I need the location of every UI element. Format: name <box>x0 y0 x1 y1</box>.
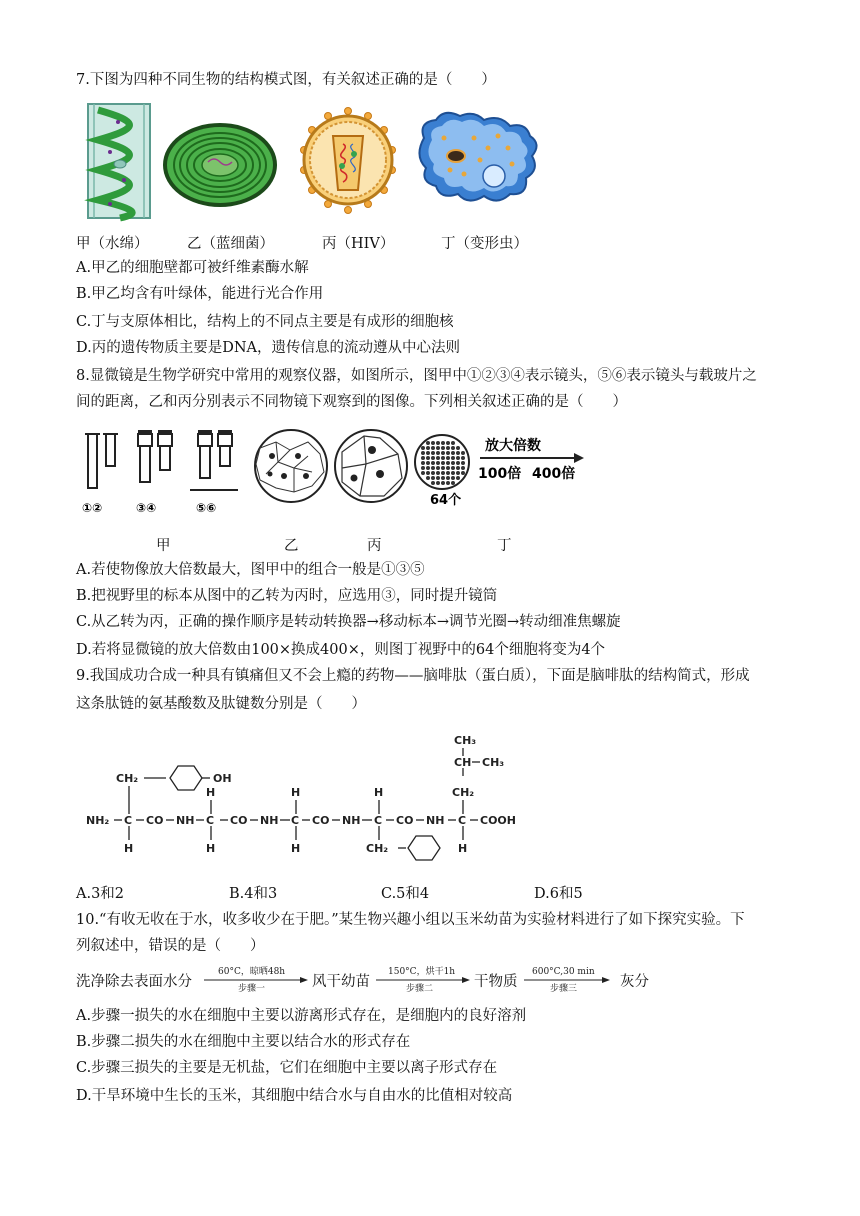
q8-caption-d: 丁 <box>497 538 512 554</box>
q9-h3b: H <box>291 842 301 855</box>
q10-flow-mid1: 风干幼苗 <box>312 974 370 990</box>
q9-nh4: NH <box>426 814 445 827</box>
q10-step3-bottom: 步骤三 <box>550 984 578 994</box>
cell-dot <box>446 446 450 450</box>
q7-caption-d: 丁（变形虫） <box>441 236 528 252</box>
cell-dot <box>451 466 455 470</box>
cell-dot <box>461 451 465 455</box>
q8-caption-a: 甲 <box>156 538 171 554</box>
q9-c1: C <box>124 814 133 827</box>
q9-c2: C <box>206 814 215 827</box>
q8-lens-label-12: ①② <box>82 501 103 515</box>
q9-co2: CO <box>230 814 248 827</box>
q10-flow-end: 灰分 <box>620 974 649 990</box>
cell-dot <box>421 451 425 455</box>
cell-dot <box>426 471 430 475</box>
q7-option-d: D.丙的遗传物质主要是DNA，遗传信息的流动遵从中心法则 <box>76 340 461 356</box>
cell-dot <box>436 441 440 445</box>
q9-h2a: H <box>206 786 216 799</box>
cell-dot <box>461 466 465 470</box>
cell-dot <box>431 441 435 445</box>
q7-caption-a: 甲（水绵） <box>76 236 149 252</box>
q10-step3-top: 600°C,30 min <box>532 967 595 977</box>
cell-dot <box>446 471 450 475</box>
q8-mag-from: 100倍 <box>478 466 522 482</box>
cell-dot <box>446 441 450 445</box>
q9-stem-line1: 9.我国成功合成一种具有镇痛但又不会上瘾的药物——脑啡肽（蛋白质），下面是脑啡肽的结构简式，形成 <box>76 668 750 684</box>
cell-dot <box>451 471 455 475</box>
q8-cell-count: 64个 <box>430 493 462 508</box>
q10-stem-line2: 列叙述中，错误的是（ ） <box>76 938 265 954</box>
q10-step1-bottom: 步骤一 <box>238 984 266 994</box>
q8-lens-label-34: ③④ <box>136 501 157 515</box>
q9-h3a: H <box>291 786 301 799</box>
q10-option-c: C.步骤三损失的主要是无机盐，它们在细胞中主要以离子形式存在 <box>76 1060 498 1076</box>
cell-dot <box>421 456 425 460</box>
cell-dot <box>446 451 450 455</box>
q9-co3: CO <box>312 814 330 827</box>
cell-dot <box>456 476 460 480</box>
q10-arrow-1 <box>200 964 312 994</box>
q9-ch: CH <box>454 756 472 769</box>
q9-stem-line2: 这条肽链的氨基酸数及肽键数分别是（ ） <box>76 696 366 712</box>
cell-dot <box>436 471 440 475</box>
cell-dot <box>461 456 465 460</box>
q9-ch2-5: CH₂ <box>452 786 475 799</box>
cell-dot <box>421 471 425 475</box>
cell-dot <box>446 476 450 480</box>
cell-dot <box>431 476 435 480</box>
cell-dot <box>426 476 430 480</box>
q9-nh2b: NH <box>260 814 279 827</box>
q7-caption-b: 乙（蓝细菌） <box>187 236 274 252</box>
cell-dot <box>421 466 425 470</box>
q10-flowchart <box>76 964 676 996</box>
q7-figure-amoeba <box>414 108 544 208</box>
q8-option-a: A.若使物像放大倍数最大，图甲中的组合一般是①③⑤ <box>76 562 425 578</box>
q8-stem-line1: 8.显微镜是生物学研究中常用的观察仪器，如图所示，图甲中①②③④表示镜头，⑤⑥表示镜头与载玻片之 <box>76 368 757 384</box>
cell-dot <box>421 461 425 465</box>
q8-caption-b: 乙 <box>284 538 299 554</box>
cell-dot <box>456 446 460 450</box>
q9-c5: C <box>458 814 467 827</box>
cell-dot <box>441 466 445 470</box>
q8-mag-to: 400倍 <box>532 466 576 482</box>
q9-ch2-1: CH₂ <box>116 772 139 785</box>
q10-step2-bottom: 步骤二 <box>406 984 434 994</box>
q9-ch2-4: CH₂ <box>366 842 389 855</box>
q10-option-a: A.步骤一损失的水在细胞中主要以游离形式存在，是细胞内的良好溶剂 <box>76 1008 527 1024</box>
q9-oh: OH <box>213 772 232 785</box>
q10-arrow-2 <box>374 964 474 994</box>
q9-c3: C <box>291 814 300 827</box>
q9-option-a: A.3和2 <box>76 886 125 902</box>
cell-dot <box>436 476 440 480</box>
q9-co1: CO <box>146 814 164 827</box>
cell-dot <box>441 451 445 455</box>
cell-dot <box>426 461 430 465</box>
q10-stem-line1: 10.“有收无收在于水，收多收少在于肥。”某生物兴趣小组以玉米幼苗为实验材料进行了如下探究实验。下 <box>76 912 745 928</box>
cell-dot <box>431 451 435 455</box>
q8-option-d: D.若将显微镜的放大倍数由100×换成400×，则图丁视野中的64个细胞将变为4个 <box>76 642 606 658</box>
q8-lens-label-56: ⑤⑥ <box>196 501 217 515</box>
cell-dot <box>451 461 455 465</box>
cell-dot <box>461 471 465 475</box>
q10-step2-top: 150°C，烘干1h <box>388 967 456 977</box>
cell-dot <box>436 466 440 470</box>
cell-dot <box>436 446 440 450</box>
q7-option-a: A.甲乙的细胞壁都可被纤维素酶水解 <box>76 260 309 276</box>
cell-dot <box>431 481 435 485</box>
q10-option-d: D.干旱环境中生长的玉米，其细胞中结合水与自由水的比值相对较高 <box>76 1088 513 1104</box>
q9-nh3: NH <box>342 814 361 827</box>
cell-dot <box>451 446 455 450</box>
q7-stem: 7.下图为四种不同生物的结构模式图，有关叙述正确的是（ ） <box>76 72 496 88</box>
q8-figure <box>80 428 590 520</box>
cell-dot <box>456 466 460 470</box>
q9-option-c: C.5和4 <box>381 886 430 902</box>
cell-dot <box>441 441 445 445</box>
cell-dot <box>451 476 455 480</box>
q9-option-b: B.4和3 <box>229 886 278 902</box>
cell-dot <box>461 461 465 465</box>
q9-formula <box>86 734 546 864</box>
cell-dot <box>436 456 440 460</box>
q9-nh2: NH₂ <box>86 814 110 827</box>
q9-ch3-top: CH₃ <box>454 734 477 747</box>
cell-dot <box>441 446 445 450</box>
cell-dot <box>456 461 460 465</box>
cell-dot <box>446 456 450 460</box>
q7-figure-hiv <box>298 106 398 216</box>
q8-caption-c: 丙 <box>367 538 382 554</box>
q8-stem-line2: 间的距离，乙和丙分别表示不同物镜下观察到的图像。下列相关叙述正确的是（ ） <box>76 394 627 410</box>
cell-dot <box>431 471 435 475</box>
cell-dot <box>431 446 435 450</box>
cell-dot <box>451 481 455 485</box>
cell-dot <box>431 456 435 460</box>
cell-dot <box>446 466 450 470</box>
q9-co4: CO <box>396 814 414 827</box>
cell-dot <box>426 456 430 460</box>
q9-cooh: COOH <box>480 814 516 827</box>
cell-dot <box>436 481 440 485</box>
q9-h1: H <box>124 842 134 855</box>
q7-caption-c: 丙（HIV） <box>322 236 395 252</box>
cell-dot <box>441 476 445 480</box>
q9-h5: H <box>458 842 468 855</box>
cell-dot <box>451 451 455 455</box>
cell-dot <box>456 456 460 460</box>
cell-dot <box>451 441 455 445</box>
cell-dot <box>426 446 430 450</box>
q8-option-b: B.把视野里的标本从图中的乙转为丙时，应选用③，同时提升镜筒 <box>76 588 498 604</box>
q10-step1-top: 60°C，晾晒48h <box>218 967 286 977</box>
cell-dot <box>426 466 430 470</box>
q7-option-c: C.丁与支原体相比，结构上的不同点主要是有成形的细胞核 <box>76 314 454 330</box>
cell-dot <box>426 441 430 445</box>
cell-dot <box>456 471 460 475</box>
cell-dot <box>456 451 460 455</box>
q10-flow-start: 洗净除去表面水分 <box>76 974 192 990</box>
q9-ch3-right: CH₃ <box>482 756 505 769</box>
q7-figure-cyanobacteria <box>160 120 280 210</box>
q7-option-b: B.甲乙均含有叶绿体，能进行光合作用 <box>76 286 324 302</box>
cell-dot <box>426 451 430 455</box>
q9-h4: H <box>374 786 384 799</box>
cell-dot <box>441 471 445 475</box>
q10-option-b: B.步骤二损失的水在细胞中主要以结合水的形式存在 <box>76 1034 411 1050</box>
q10-flow-mid2: 干物质 <box>474 974 518 990</box>
q9-c4: C <box>374 814 383 827</box>
q10-arrow-3 <box>522 964 614 994</box>
q9-option-d: D.6和5 <box>534 886 583 902</box>
q8-mag-title: 放大倍数 <box>485 438 541 454</box>
cell-dot <box>421 446 425 450</box>
cell-dot <box>431 461 435 465</box>
q7-figure-spirogyra <box>80 100 160 222</box>
q9-h2b: H <box>206 842 216 855</box>
q8-option-c: C.从乙转为丙，正确的操作顺序是转动转换器→移动标本→调节光圈→转动细准焦螺旋 <box>76 614 621 630</box>
cell-dot <box>451 456 455 460</box>
cell-dot <box>446 461 450 465</box>
cell-dot <box>436 451 440 455</box>
cell-dot <box>441 461 445 465</box>
cell-dot <box>441 481 445 485</box>
cell-dot <box>441 456 445 460</box>
cell-dot <box>436 461 440 465</box>
cell-dot <box>431 466 435 470</box>
cell-dot <box>446 481 450 485</box>
q9-nh1: NH <box>176 814 195 827</box>
